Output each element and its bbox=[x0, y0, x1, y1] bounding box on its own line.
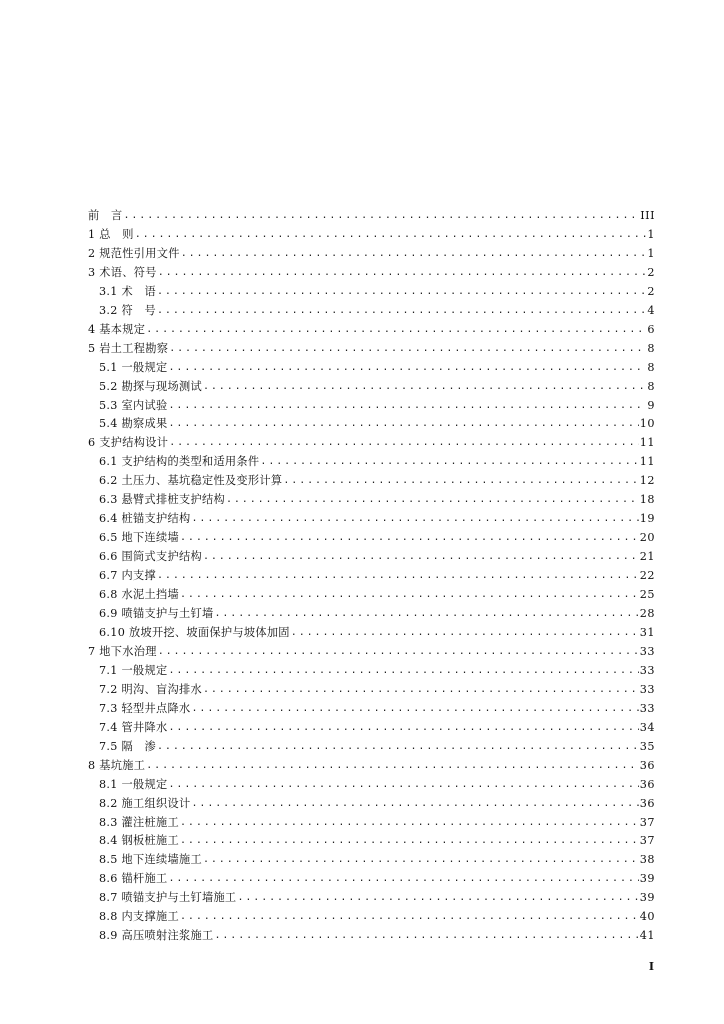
toc-leader-dots bbox=[135, 226, 647, 245]
toc-entry-title: 6.9 喷锚支护与土钉墙 bbox=[99, 607, 214, 621]
toc-entry-title: 6.1 支护结构的类型和适用条件 bbox=[99, 455, 260, 469]
toc-leader-dots bbox=[203, 378, 646, 397]
toc-entry-title: 7 地下水治理 bbox=[88, 644, 157, 658]
toc-entry-title: 8.5 地下连续墙施工 bbox=[99, 853, 202, 867]
toc-entry[interactable] bbox=[88, 321, 655, 340]
toc-entry-title: 7.4 管井降水 bbox=[99, 720, 168, 734]
toc-entry-title: 6.3 悬臂式排桩支护结构 bbox=[99, 493, 225, 507]
toc-entry-page: 40 bbox=[639, 910, 655, 924]
toc-leader-dots bbox=[169, 359, 647, 378]
toc-entry[interactable] bbox=[88, 738, 655, 757]
toc-entry[interactable] bbox=[88, 643, 655, 662]
toc-entry[interactable] bbox=[88, 491, 655, 510]
toc-entry[interactable] bbox=[88, 795, 655, 814]
toc-entry[interactable] bbox=[88, 662, 655, 681]
toc-entry[interactable] bbox=[88, 586, 655, 605]
toc-entry-title: 3.2 符 号 bbox=[99, 303, 157, 317]
toc-entry[interactable] bbox=[88, 245, 655, 264]
toc-entry-page: 18 bbox=[639, 493, 655, 507]
toc-entry-title: 3.1 术 语 bbox=[99, 284, 157, 298]
toc-entry-page: 35 bbox=[639, 739, 655, 753]
toc-entry-page: 22 bbox=[639, 569, 655, 583]
toc-leader-dots bbox=[169, 776, 639, 795]
toc-entry-title: 5.2 勘探与现场测试 bbox=[99, 379, 202, 393]
toc-entry[interactable] bbox=[88, 264, 655, 283]
toc-entry-page: 2 bbox=[647, 265, 655, 279]
toc-leader-dots bbox=[203, 851, 639, 870]
toc-entry-title: 6.4 桩锚支护结构 bbox=[99, 512, 191, 526]
toc-entry[interactable] bbox=[88, 453, 655, 472]
toc-entry-title: 6.6 围筒式支护结构 bbox=[99, 550, 202, 564]
toc-entry[interactable] bbox=[88, 757, 655, 776]
toc-entry-page: 11 bbox=[639, 455, 655, 469]
toc-entry-page: 37 bbox=[639, 815, 655, 829]
toc-leader-dots bbox=[157, 302, 646, 321]
toc-entry[interactable] bbox=[88, 434, 655, 453]
toc-entry-page: 36 bbox=[639, 796, 655, 810]
toc-entry-title: 5.4 勘察成果 bbox=[99, 417, 168, 431]
toc-leader-dots bbox=[123, 207, 639, 226]
toc-entry[interactable] bbox=[88, 548, 655, 567]
toc-leader-dots bbox=[157, 567, 639, 586]
toc-entry-title: 1 总 则 bbox=[88, 227, 134, 241]
toc-leader-dots bbox=[291, 624, 639, 643]
toc-leader-dots bbox=[146, 321, 646, 340]
toc-entry-page: 19 bbox=[639, 512, 655, 526]
toc-entry[interactable] bbox=[88, 927, 655, 946]
toc-leader-dots bbox=[283, 472, 638, 491]
toc-entry[interactable] bbox=[88, 510, 655, 529]
toc-leader-dots bbox=[180, 908, 639, 927]
toc-entry[interactable] bbox=[88, 908, 655, 927]
toc-leader-dots bbox=[180, 586, 639, 605]
toc-leader-dots bbox=[181, 245, 647, 264]
toc-entry-title: 6.7 内支撑 bbox=[99, 569, 157, 583]
toc-entry-title: 8.1 一般规定 bbox=[99, 777, 168, 791]
toc-leader-dots bbox=[260, 453, 638, 472]
toc-entry-page: 38 bbox=[639, 853, 655, 867]
toc-leader-dots bbox=[157, 738, 639, 757]
toc-entry-page: 39 bbox=[639, 891, 655, 905]
toc-entry-page: 33 bbox=[639, 644, 655, 658]
toc-entry-title: 8.6 锚杆施工 bbox=[99, 872, 168, 886]
toc-entry[interactable] bbox=[88, 870, 655, 889]
toc-leader-dots bbox=[169, 415, 639, 434]
toc-entry[interactable] bbox=[88, 359, 655, 378]
toc-entry-title: 8.3 灌注桩施工 bbox=[99, 815, 179, 829]
toc-leader-dots bbox=[169, 870, 639, 889]
toc-entry-page: 10 bbox=[639, 417, 655, 431]
toc-entry-page: 33 bbox=[639, 701, 655, 715]
toc-entry[interactable] bbox=[88, 832, 655, 851]
toc-entry-title: 5.1 一般规定 bbox=[99, 360, 168, 374]
toc-entry[interactable] bbox=[88, 283, 655, 302]
toc-entry[interactable] bbox=[88, 302, 655, 321]
toc-entry-title: 7.1 一般规定 bbox=[99, 663, 168, 677]
toc-entry-title: 7.3 轻型井点降水 bbox=[99, 701, 191, 715]
toc-leader-dots bbox=[214, 605, 638, 624]
toc-entry-title: 6.10 放坡开挖、坡面保护与坡体加固 bbox=[99, 625, 290, 639]
toc-entry-page: III bbox=[640, 209, 655, 222]
toc-entry-page: 28 bbox=[639, 607, 655, 621]
toc-leader-dots bbox=[214, 927, 638, 946]
toc-leader-dots bbox=[169, 340, 646, 359]
toc-entry-page: 25 bbox=[639, 588, 655, 602]
toc-entry-title: 7.5 隔 渗 bbox=[99, 739, 157, 753]
toc-entry-page: 20 bbox=[639, 531, 655, 545]
toc-entry-page: 9 bbox=[647, 398, 655, 412]
toc-entry-title: 6.8 水泥土挡墙 bbox=[99, 588, 179, 602]
toc-entry[interactable] bbox=[88, 567, 655, 586]
toc-entry[interactable] bbox=[88, 851, 655, 870]
toc-leader-dots bbox=[158, 643, 639, 662]
toc-entry[interactable] bbox=[88, 700, 655, 719]
toc-leader-dots bbox=[169, 662, 639, 681]
toc-entry[interactable] bbox=[88, 207, 655, 226]
toc-entry-page: 33 bbox=[639, 663, 655, 677]
toc-entry-title: 8.8 内支撑施工 bbox=[99, 910, 179, 924]
toc-entry-title: 8.2 施工组织设计 bbox=[99, 796, 191, 810]
toc-entry-page: 36 bbox=[639, 777, 655, 791]
toc-entry-page: 11 bbox=[639, 436, 655, 450]
toc-leader-dots bbox=[191, 510, 638, 529]
toc-leader-dots bbox=[226, 491, 639, 510]
toc-entry-page: 37 bbox=[639, 834, 655, 848]
toc-entry-page: 1 bbox=[647, 246, 655, 260]
toc-entry[interactable] bbox=[88, 719, 655, 738]
toc-leader-dots bbox=[157, 283, 646, 302]
toc-entry[interactable] bbox=[88, 340, 655, 359]
toc-entry-title: 6.2 土压力、基坑稳定性及变形计算 bbox=[99, 474, 283, 488]
toc-entry-page: 8 bbox=[647, 379, 655, 393]
toc-entry-title: 8 基坑施工 bbox=[88, 758, 146, 772]
toc-leader-dots bbox=[180, 529, 639, 548]
page-number: I bbox=[648, 960, 654, 973]
toc-leader-dots bbox=[191, 795, 638, 814]
toc-entry[interactable] bbox=[88, 529, 655, 548]
toc-entry-page: 36 bbox=[639, 758, 655, 772]
toc-entry-page: 2 bbox=[647, 284, 655, 298]
toc-entry[interactable] bbox=[88, 397, 655, 416]
toc-entry-title: 8.9 高压喷射注浆施工 bbox=[99, 929, 214, 943]
toc-entry-title: 4 基本规定 bbox=[88, 322, 146, 336]
toc-leader-dots bbox=[146, 757, 639, 776]
toc-entry-title: 2 规范性引用文件 bbox=[88, 246, 180, 260]
toc-entry-page: 6 bbox=[647, 322, 655, 336]
toc-entry-title: 7.2 明沟、盲沟排水 bbox=[99, 682, 202, 696]
toc-leader-dots bbox=[203, 681, 639, 700]
toc-leader-dots bbox=[169, 719, 639, 738]
toc-leader-dots bbox=[169, 397, 647, 416]
toc-entry[interactable] bbox=[88, 889, 655, 908]
toc-entry-page: 31 bbox=[639, 625, 655, 639]
toc-leader-dots bbox=[203, 548, 639, 567]
table-of-contents bbox=[88, 207, 655, 946]
toc-entry-title: 8.7 喷锚支护与土钉墙施工 bbox=[99, 891, 237, 905]
toc-entry[interactable] bbox=[88, 624, 655, 643]
toc-entry[interactable] bbox=[88, 681, 655, 700]
toc-entry-page: 8 bbox=[647, 360, 655, 374]
toc-entry[interactable] bbox=[88, 776, 655, 795]
toc-entry-page: 1 bbox=[647, 227, 655, 241]
toc-entry-title: 5.3 室内试验 bbox=[99, 398, 168, 412]
toc-leader-dots bbox=[180, 832, 639, 851]
toc-entry[interactable] bbox=[88, 378, 655, 397]
toc-leader-dots bbox=[158, 264, 647, 283]
toc-entry-title: 前 言 bbox=[88, 209, 123, 222]
toc-entry-page: 33 bbox=[639, 682, 655, 696]
toc-entry-page: 34 bbox=[639, 720, 655, 734]
toc-entry[interactable] bbox=[88, 814, 655, 833]
toc-entry-title: 5 岩土工程勘察 bbox=[88, 341, 169, 355]
toc-entry-title: 3 术语、符号 bbox=[88, 265, 157, 279]
toc-leader-dots bbox=[169, 434, 639, 453]
toc-entry-page: 41 bbox=[639, 929, 655, 943]
toc-entry[interactable] bbox=[88, 226, 655, 245]
toc-entry-page: 4 bbox=[647, 303, 655, 317]
toc-entry[interactable] bbox=[88, 605, 655, 624]
toc-entry-page: 39 bbox=[639, 872, 655, 886]
toc-entry-page: 12 bbox=[639, 474, 655, 488]
toc-entry-title: 6 支护结构设计 bbox=[88, 436, 169, 450]
toc-entry[interactable] bbox=[88, 415, 655, 434]
toc-entry-title: 8.4 钢板桩施工 bbox=[99, 834, 179, 848]
toc-entry-page: 21 bbox=[639, 550, 655, 564]
toc-leader-dots bbox=[237, 889, 638, 908]
toc-leader-dots bbox=[191, 700, 638, 719]
toc-entry-page: 8 bbox=[647, 341, 655, 355]
toc-entry-title: 6.5 地下连续墙 bbox=[99, 531, 179, 545]
toc-entry[interactable] bbox=[88, 472, 655, 491]
toc-leader-dots bbox=[180, 814, 639, 833]
